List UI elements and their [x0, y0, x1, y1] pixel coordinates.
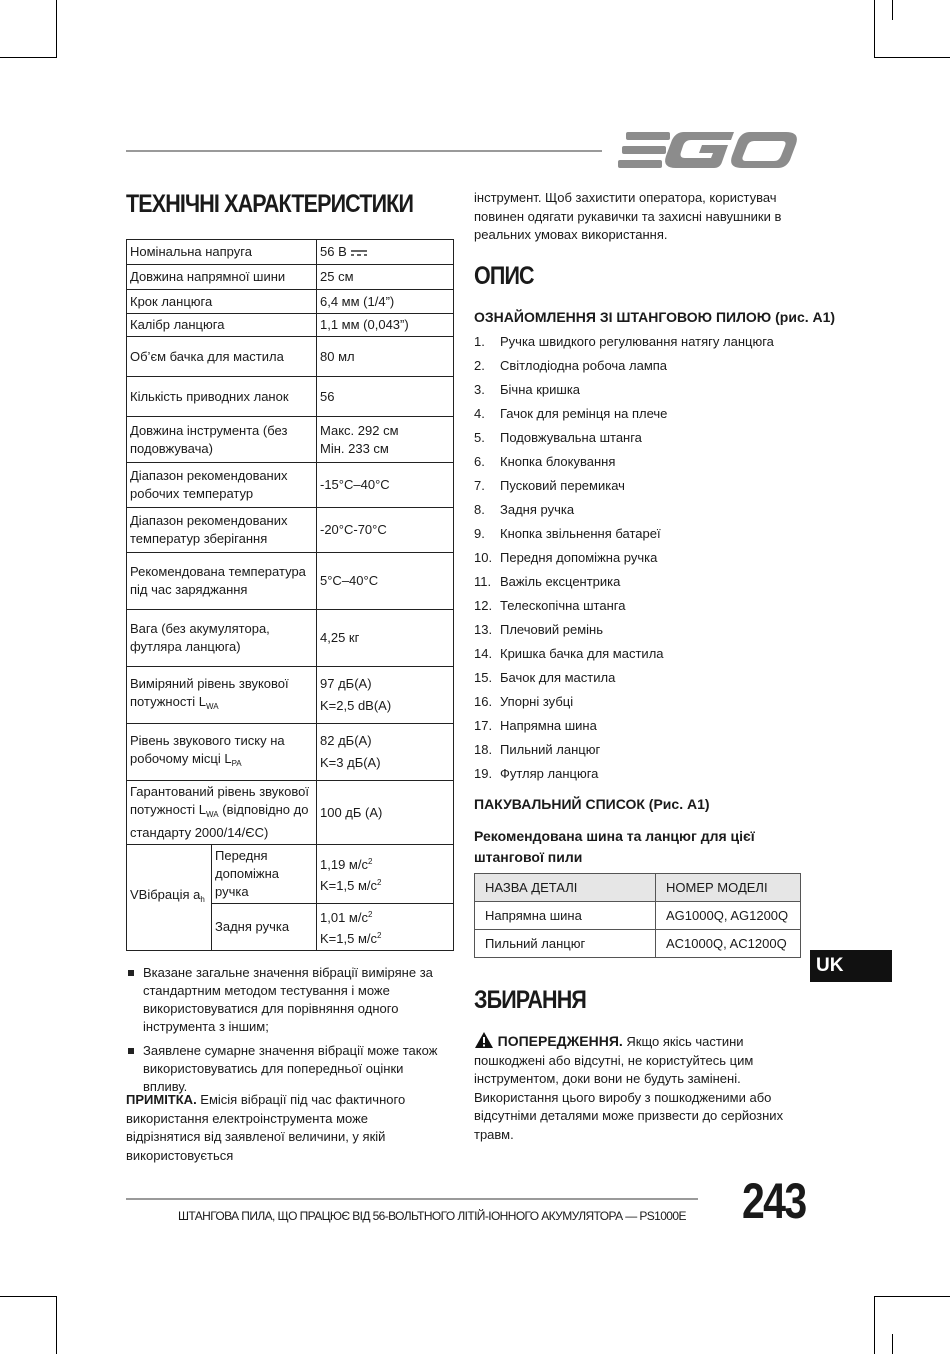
spec-label: Номінальна напруга	[127, 240, 317, 265]
list-item	[474, 500, 774, 524]
crop-mark	[56, 0, 57, 58]
list-item-number: 1.	[474, 334, 485, 349]
description-title: ОПИС	[474, 262, 534, 290]
table-cell: AC1000Q, AC1200Q	[656, 930, 801, 958]
bullet-square-icon	[128, 1048, 134, 1054]
list-item-label: Пусковий перемикач	[500, 478, 625, 493]
list-item	[474, 572, 774, 596]
spec-value: -20°C-70°C	[317, 508, 454, 553]
table-cell: Пильний ланцюг	[475, 930, 656, 958]
list-item	[474, 644, 774, 668]
list-item-number: 4.	[474, 406, 485, 421]
spec-value: 82 дБ(A) K=3 дБ(A)	[317, 724, 454, 781]
spec-label: Рекомендована температура під час заряджання	[127, 553, 317, 610]
crop-mark	[892, 1334, 893, 1354]
list-item-label: Передня допоміжна ручка	[500, 550, 658, 565]
bullet-square-icon	[128, 970, 134, 976]
vibration-label: VВібрація $a_h$	[127, 845, 212, 951]
list-item	[474, 356, 774, 380]
crop-mark	[0, 57, 57, 58]
list-item	[474, 668, 774, 692]
spec-value: 1,19 $м/с^2$ K=1,5 $м/с^2$	[317, 845, 454, 904]
list-item	[474, 692, 774, 716]
list-item-number: 6.	[474, 454, 485, 469]
list-item-number: 12.	[474, 598, 493, 613]
list-item-label: Ручка швидкого регулювання натягу ланцюга	[500, 334, 774, 349]
spec-label: Виміряний рівень звукової потужності $L_{WA}$	[127, 667, 317, 724]
parts-table	[474, 873, 801, 958]
spec-value: 56 В	[317, 240, 454, 265]
list-item	[474, 596, 774, 620]
spec-value: 97 дБ(A) K=2,5 dB(A)	[317, 667, 454, 724]
vibration-handle-name: Передня допоміжна ручка	[212, 845, 317, 904]
spec-label: Калібр ланцюга	[127, 314, 317, 337]
spec-value: 6,4 мм (1/4”)	[317, 290, 454, 314]
assembly-title: ЗБИРАННЯ	[474, 986, 586, 1014]
spec-value: 4,25 кг	[317, 610, 454, 667]
list-item	[474, 524, 774, 548]
dc-symbol-icon	[350, 248, 368, 258]
spec-label: Об’єм бачка для мастила	[127, 337, 317, 377]
footer-text: ШТАНГОВА ПИЛА, ЩО ПРАЦЮЄ ВІД 56-ВОЛЬТНОГО ЛІТІЙ-ІОННОГО АКУМУЛЯТОРА — PS1000E	[178, 1209, 686, 1223]
footer-rule	[126, 1198, 698, 1200]
list-item-label: Упорні зубці	[500, 694, 574, 709]
list-item	[474, 620, 774, 644]
table-row	[475, 930, 801, 958]
specs-title: ТЕХНІЧНІ ХАРАКТЕРИСТИКИ	[126, 190, 414, 218]
spec-label: Діапазон рекомендованих робочих температур	[127, 463, 317, 508]
list-item-label: Футляр ланцюга	[500, 766, 599, 781]
list-item-label: Пильний ланцюг	[500, 742, 601, 757]
table-row	[127, 314, 454, 337]
list-item-number: 14.	[474, 646, 493, 661]
crop-mark	[874, 0, 875, 58]
list-item-number: 3.	[474, 382, 485, 397]
vibration-handle-name: Задня ручка	[212, 904, 317, 951]
list-item-label: Бачок для мастила	[500, 670, 616, 685]
list-item-label: Телескопічна штанга	[500, 598, 626, 613]
crop-mark	[0, 1296, 57, 1297]
list-item	[474, 476, 774, 500]
list-item	[474, 428, 774, 452]
list-item	[474, 404, 774, 428]
spec-value: 5°C–40°C	[317, 553, 454, 610]
list-item-number: 11.	[474, 574, 492, 589]
table-row	[127, 781, 454, 845]
list-item-number: 15.	[474, 670, 493, 685]
table-cell: Напрямна шина	[475, 902, 656, 930]
list-item-label: Подовжувальна штанга	[500, 430, 642, 445]
table-row	[127, 845, 454, 904]
list-item-number: 17.	[474, 718, 493, 733]
spec-value: -15°C–40°C	[317, 463, 454, 508]
list-item-label: Кришка бачка для мастила	[500, 646, 664, 661]
note-paragraph: ПРИМІТКА. Емісія вібрації під час фактичного використання електроінструмента може відрізнятися від заявленої величини, у якій використовується	[126, 1092, 406, 1163]
language-tab: UK	[810, 950, 892, 982]
list-item	[474, 764, 774, 788]
list-item-label: Важіль ексцентрика	[500, 574, 621, 589]
spec-value: 56	[317, 377, 454, 417]
spec-label: Вага (без акумулятора, футляра ланцюга)	[127, 610, 317, 667]
list-item-number: 5.	[474, 430, 485, 445]
spec-label: Довжина напрямної шини	[127, 265, 317, 290]
table-row	[127, 667, 454, 724]
ego-logo	[618, 128, 800, 172]
list-item-number: 13.	[474, 622, 493, 637]
spec-label: Крок ланцюга	[127, 290, 317, 314]
list-item	[474, 716, 774, 740]
list-item-number: 9.	[474, 526, 485, 541]
table-header-row	[475, 874, 801, 902]
crop-mark	[56, 1296, 57, 1354]
crop-mark	[874, 57, 950, 58]
spec-value: 1,1 мм (0,043”)	[317, 314, 454, 337]
table-row	[475, 902, 801, 930]
spec-value: 25 см	[317, 265, 454, 290]
overview-subtitle: ОЗНАЙОМЛЕННЯ ЗІ ШТАНГОВОЮ ПИЛОЮ (рис. A1)	[474, 309, 836, 325]
spec-label: Діапазон рекомендованих температур зберігання	[127, 508, 317, 553]
spec-label: Кількість приводних ланок	[127, 377, 317, 417]
list-item-label: Напрямна шина	[500, 718, 597, 733]
list-item-label: Плечовий ремінь	[500, 622, 604, 637]
header-rule	[126, 150, 602, 152]
list-item-number: 18.	[474, 742, 493, 757]
spec-label: Довжина інструмента (без подовжувача)	[127, 417, 317, 463]
table-row	[127, 463, 454, 508]
column-header: НОМЕР МОДЕЛІ	[656, 874, 801, 902]
table-row	[127, 265, 454, 290]
list-item-label: Задня ручка	[500, 502, 575, 517]
list-item	[474, 740, 774, 764]
list-item-label: Кнопка блокування	[500, 454, 616, 469]
list-item-number: 10.	[474, 550, 493, 565]
table-row	[127, 553, 454, 610]
parts-list	[474, 332, 774, 788]
list-item-number: 16.	[474, 694, 493, 709]
spec-value: 100 дБ (A)	[317, 781, 454, 845]
list-item-number: 2.	[474, 358, 485, 373]
warning-paragraph: ПОПЕРЕДЖЕННЯ. Якщо якісь частини пошкоджені або відсутні, не користуйтесь цим інструментом, доки вони не будуть замінені. Використання цього виробу з пошкодженими або відсутніми деталями може призвести до серйозних травм.	[474, 1033, 784, 1142]
spec-label: Рівень звукового тиску на робочому місці $L_{PA}$	[127, 724, 317, 781]
column-header: НАЗВА ДЕТАЛІ	[475, 874, 656, 902]
vibration-notes	[126, 964, 446, 1102]
list-item-number: 19.	[474, 766, 493, 781]
table-row	[127, 724, 454, 781]
warning-triangle-icon	[474, 1031, 494, 1049]
table-row	[127, 610, 454, 667]
list-item-label: Гачок для ремінця на плече	[500, 406, 668, 421]
spec-table	[126, 239, 454, 951]
list-item	[474, 332, 774, 356]
crop-mark	[892, 0, 893, 20]
crop-mark	[874, 1296, 950, 1297]
spec-value: 80 мл	[317, 337, 454, 377]
spec-value: 1,01 $м/с^2$ K=1,5 $м/с^2$	[317, 904, 454, 951]
table-row	[127, 377, 454, 417]
table-row	[127, 240, 454, 265]
crop-mark	[874, 1296, 875, 1354]
list-item-label: Бічна кришка	[500, 382, 581, 397]
list-item-label: Світлодіодна робоча лампа	[500, 358, 668, 373]
list-item	[474, 452, 774, 476]
list-item	[474, 548, 774, 572]
intro-paragraph: інструмент. Щоб захистити оператора, користувач повинен одягати рукавички та захисні навушники в реальних умовах використання.	[474, 190, 782, 242]
table-row	[127, 508, 454, 553]
table-row	[127, 417, 454, 463]
spec-label: Гарантований рівень звукової потужності $L_{WA}$ (відповідно до стандарту 2000/14/ЄС)	[127, 781, 317, 845]
list-item-number: 7.	[474, 478, 485, 493]
packing-list-title: ПАКУВАЛЬНИЙ СПИСОК (Рис. A1)	[474, 796, 710, 812]
table-row	[127, 337, 454, 377]
recommended-title: Рекомендована шина та ланцюг для цієї штангової пили	[474, 828, 755, 865]
table-row	[127, 290, 454, 314]
list-item: Заявлене сумарне значення вібрації може також використовуватись для попередньої оцінки впливу.	[126, 1042, 446, 1096]
list-item-number: 8.	[474, 502, 485, 517]
list-item	[474, 380, 774, 404]
spec-value: Макс. 292 см Мін. 233 см	[317, 417, 454, 463]
list-item: Вказане загальне значення вібрації виміряне за стандартним методом тестування і може використовуватися для порівняння одного інструмента з іншим;	[126, 964, 446, 1036]
table-cell: AG1000Q, AG1200Q	[656, 902, 801, 930]
page-number: 243	[742, 1173, 806, 1229]
list-item-label: Кнопка звільнення батареї	[500, 526, 661, 541]
